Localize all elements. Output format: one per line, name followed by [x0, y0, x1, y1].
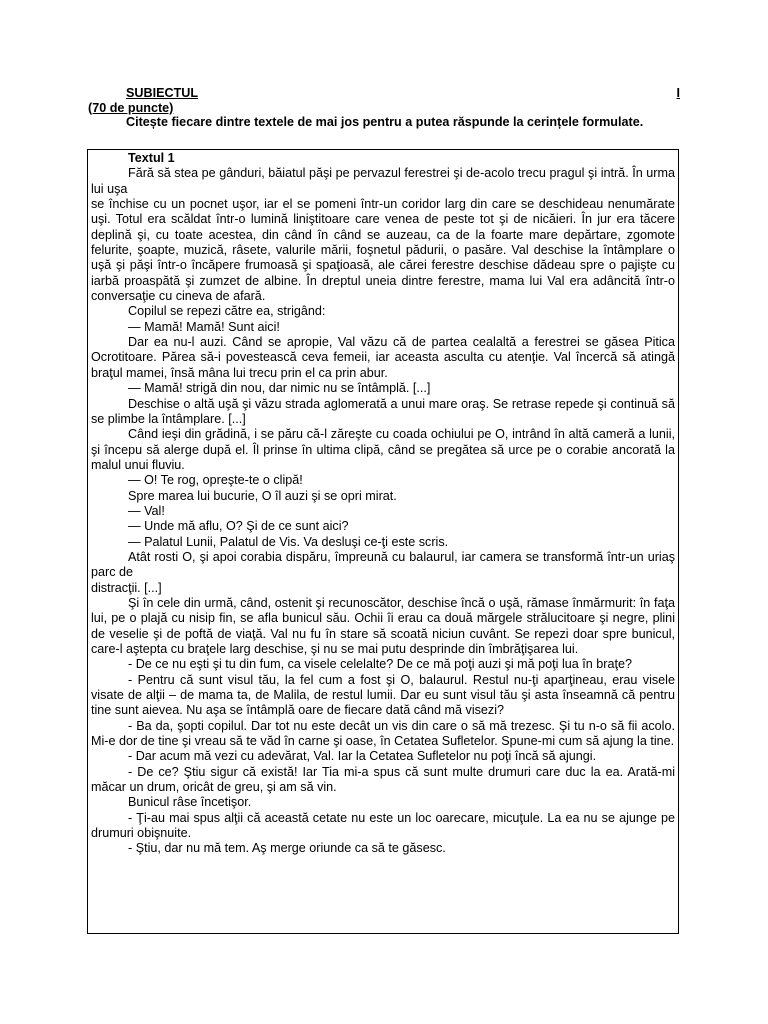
points-label: (70 de puncte): [88, 100, 174, 115]
paragraph: Spre marea lui bucurie, O îl auzi şi se opri mirat.: [128, 488, 397, 503]
paragraph: - De ce? Ştiu sigur că există! Iar Tia mi-a spus că sunt multe drumuri care duc la ea. Arată-mi măcar un drum, oricât de greu, şi am să vin.: [91, 764, 675, 795]
paragraph: — Unde mă aflu, O? Şi de ce sunt aici?: [128, 519, 349, 534]
subject-number: I: [676, 86, 680, 100]
paragraph: Fără să stea pe gânduri, băiatul păşi pe pervazul ferestrei şi de-acolo trecu pragul şi intră. În urma lui uşa: [91, 166, 675, 196]
paragraph: Bunicul râse încetişor.: [128, 795, 252, 810]
text-box: [87, 149, 679, 934]
paragraph: — Palatul Lunii, Palatul de Vis. Va desluşi ce-ţi este scris.: [128, 534, 449, 549]
exam-header: [88, 86, 680, 130]
text-title: Textul 1: [128, 151, 175, 165]
subject-label: SUBIECTUL: [126, 86, 199, 100]
paragraph: Când ieşi din grădină, i se păru că-l zăreşte cu coada ochiului pe O, intrând în altă cameră a lunii, şi începu să alerge după el. Îl prinse în ultima clipă, când se pregătea să urce pe o corabie ancorată la malul unui fluviu.: [91, 427, 675, 472]
paragraph: - De ce nu eşti şi tu din fum, ca visele celelalte? De ce mă poţi auzi şi mă poţi lua în braţe?: [128, 657, 632, 672]
paragraph: Dar ea nu-l auzi. Când se apropie, Val văzu că de partea cealaltă a ferestrei se găsea Pitica Ocrotitoare. Părea să-i povestească ceva femeii, iar aceasta asculta cu atenţie. Val încercă să atingă braţul mamei, însă mâna lui trecu prin el ca prin abur.: [91, 335, 675, 380]
paragraph: — Mamă! strigă din nou, dar nimic nu se întâmplă. [...]: [128, 381, 431, 396]
paragraph: se închise cu un pocnet uşor, iar el se pomeni într-un coridor larg din care se deschideau nenumărate uşi. Totul era scăldat într-o lumină liniştitoare care venea de peste tot şi de nicăieri. În jur era tăcere deplină şi, cu toate acestea, din când în când se auzeau, ca de la foarte mare depărtare, zgomote felurite, şoapte, muzică, râsete, valurile mării, foşnetul pădurii, o pasăre. Val deschise la întâmplare o uşă şi păşi într-o încăpere frumoasă şi spaţioasă, ale cărei ferestre deschise dădeau spre o pajişte cu iarbă proaspătă şi zumzet de albine. În dreptul uneia dintre ferestre, mama lui Val era adâncită într-o conversaţie cu cineva de afară.: [91, 197, 675, 304]
paragraph: Copilul se repezi către ea, strigând:: [128, 304, 326, 319]
paragraph: Deschise o altă uşă şi văzu strada aglomerată a unui mare oraş. Se retrase repede şi continuă să se plimbe la întâmplare. [...]: [91, 396, 675, 426]
paragraph: - Ţi-au mai spus alţii că această cetate nu este un loc oarecare, micuţule. La ea nu se ajunge pe drumuri obişnuite.: [91, 810, 675, 841]
instruction-text: Citește fiecare dintre textele de mai jos pentru a putea răspunde la cerințele formulate.: [126, 115, 644, 129]
paragraph: - Pentru că sunt visul tău, la fel cum a fost şi O, balaurul. Restul nu-ţi aparţineau, erau visele visate de alţii – de mama ta, de Malila, de restul lumii. Dar eu sunt visul tău şi asta înseamnă că pentru tine sunt aievea. Nu aşa se întâmplă oare de fiecare dată când mă visezi?: [91, 672, 675, 718]
paragraph: - Ba da, şopti copilul. Dar tot nu este decât un vis din care o să mă trezesc. Şi tu n-o să fii acolo. Mi-e dor de tine şi vreau să te văd în carne şi oase, în Cetatea Sufletelor. Spune-mi cum să ajung la tine.: [91, 718, 675, 749]
paragraph: - Dar acum mă vezi cu adevărat, Val. Iar la Cetatea Sufletelor nu poţi încă să ajungi.: [128, 749, 597, 764]
paragraph: Şi în cele din urmă, când, ostenit şi recunoscător, deschise încă o uşă, rămase înmărmurit: în faţa lui, pe o plajă cu nisip fin, se afla bunicul său. Ochii îi erau ca două mărgele strălucitoare şi negre, plini de veselie şi de poftă de viaţă. Val nu fu în stare să scoată niciun cuvânt. Se repezi doar spre bunicul, care-l aştepta cu braţele larg deschise, şi nu se mai putu desprinde din îmbrăţişarea lui.: [91, 595, 675, 656]
subject-heading: [88, 86, 680, 101]
paragraph: — O! Te rog, opreşte-te o clipă!: [128, 473, 303, 488]
paragraph: Atât rosti O, şi apoi corabia dispăru, împreună cu balaurul, iar camera se transformă într-un uriaş parc de: [91, 549, 675, 580]
paragraph: — Val!: [128, 503, 165, 518]
paragraph: distracţii. [...]: [91, 580, 162, 595]
paragraph: - Ştiu, dar nu mă tem. Aş merge oriunde ca să te găsesc.: [128, 841, 446, 856]
paragraph: — Mamă! Mamă! Sunt aici!: [128, 319, 280, 334]
